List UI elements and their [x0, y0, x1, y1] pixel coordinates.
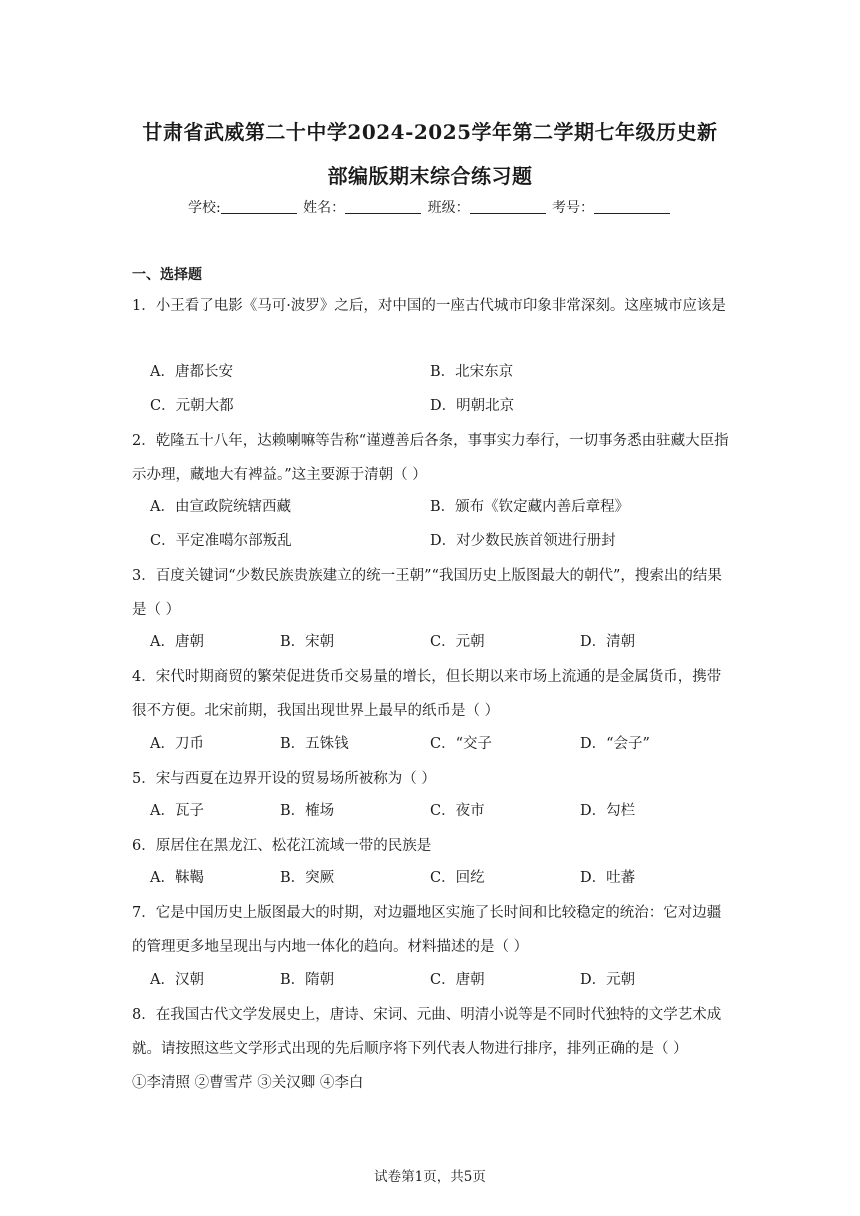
question-1: 1．小王看了电影《马可·波罗》之后，对中国的一座古代城市印象非常深刻。这座城市应该是 — [132, 298, 726, 314]
q7-option-a[interactable]: A．汉朝 — [150, 972, 204, 988]
q2-option-a[interactable]: A．由宣政院统辖西藏 — [150, 499, 291, 515]
q4-option-c[interactable]: C．“交子 — [430, 736, 493, 752]
school-label: 学校: — [187, 200, 221, 216]
q3-option-d[interactable]: D．清朝 — [580, 634, 636, 650]
section-heading: 一、选择题 — [132, 267, 202, 283]
page-title-line2: 部编版期末综合练习题 — [327, 164, 533, 188]
school-blank[interactable] — [221, 199, 297, 214]
q6-option-d[interactable]: D．吐蕃 — [580, 870, 636, 886]
q3-option-b[interactable]: B．宋朝 — [280, 634, 335, 650]
q2-option-c[interactable]: C．平定准噶尔部叛乱 — [150, 533, 292, 549]
q8-items-list: ①李清照 ②曹雪芹 ③关汉卿 ④李白 — [132, 1075, 364, 1091]
q4-option-b[interactable]: B．五铢钱 — [280, 736, 349, 752]
class-blank[interactable] — [470, 199, 546, 214]
q7-option-c[interactable]: C．唐朝 — [430, 972, 485, 988]
name-blank[interactable] — [345, 199, 421, 214]
exam-number-blank[interactable] — [594, 199, 670, 214]
q2-option-b[interactable]: B．颁布《钦定藏内善后章程》 — [430, 499, 630, 515]
page-footer: 试卷第1页，共5页 — [374, 1169, 486, 1185]
question-5: 5．宋与西夏在边界开设的贸易场所被称为（ ） — [132, 771, 436, 787]
q4-option-a[interactable]: A．刀币 — [150, 736, 204, 752]
question-3: 3．百度关键词“少数民族贵族建立的统一王朝”“我国历史上版图最大的朝代”，搜索出的结果是（ ） — [132, 568, 722, 618]
q6-option-b[interactable]: B．突厥 — [280, 870, 335, 886]
q1-option-d[interactable]: D．明朝北京 — [430, 398, 515, 414]
q1-option-b[interactable]: B．北宋东京 — [430, 364, 514, 380]
question-2: 2．乾隆五十八年，达赖喇嘛等告称“谨遵善后各条，事事实力奉行，一切事务悉由驻藏大臣指示办理，藏地大有裨益。”这主要源于清朝（ ） — [132, 433, 729, 483]
q6-option-a[interactable]: A．靺鞨 — [150, 870, 204, 886]
class-label: 班级： — [427, 200, 470, 216]
question-4: 4．宋代时期商贸的繁荣促进货币交易量的增长，但长期以来市场上流通的是金属货币，携带很不方便。北宋前期，我国出现世界上最早的纸币是（ ） — [132, 669, 722, 719]
exam-number-label: 考号： — [552, 200, 595, 216]
q5-option-c[interactable]: C．夜市 — [430, 803, 485, 819]
q3-option-a[interactable]: A．唐朝 — [150, 634, 204, 650]
question-8: 8．在我国古代文学发展史上，唐诗、宋词、元曲、明清小说等是不同时代独特的文学艺术成就。请按照这些文学形式出现的先后顺序将下列代表人物进行排序，排列正确的是（ ） — [132, 1007, 722, 1057]
q2-option-d[interactable]: D．对少数民族首领进行册封 — [430, 533, 616, 549]
name-label: 姓名： — [303, 200, 346, 216]
q6-option-c[interactable]: C．回纥 — [430, 870, 485, 886]
q7-option-d[interactable]: D．元朝 — [580, 972, 636, 988]
q7-option-b[interactable]: B．隋朝 — [280, 972, 335, 988]
q4-option-d[interactable]: D．“会子” — [580, 736, 650, 752]
q1-option-c[interactable]: C．元朝大都 — [150, 398, 234, 414]
student-info-row — [0, 197, 860, 217]
question-7: 7．它是中国历史上版图最大的时期，对边疆地区实施了长时间和比较稳定的统治：它对边疆的管理更多地呈现出与内地一体化的趋向。材料描述的是（ ） — [132, 905, 722, 955]
q3-option-c[interactable]: C．元朝 — [430, 634, 485, 650]
q5-option-a[interactable]: A．瓦子 — [150, 803, 204, 819]
q5-option-b[interactable]: B．榷场 — [280, 803, 335, 819]
q1-option-a[interactable]: A．唐都长安 — [150, 364, 233, 380]
q5-option-d[interactable]: D．勾栏 — [580, 803, 636, 819]
page-title-line1: 甘肃省武威第二十中学2024-2025学年第二学期七年级历史新 — [142, 120, 718, 144]
question-6: 6．原居住在黑龙江、松花江流域一带的民族是 — [132, 838, 432, 854]
